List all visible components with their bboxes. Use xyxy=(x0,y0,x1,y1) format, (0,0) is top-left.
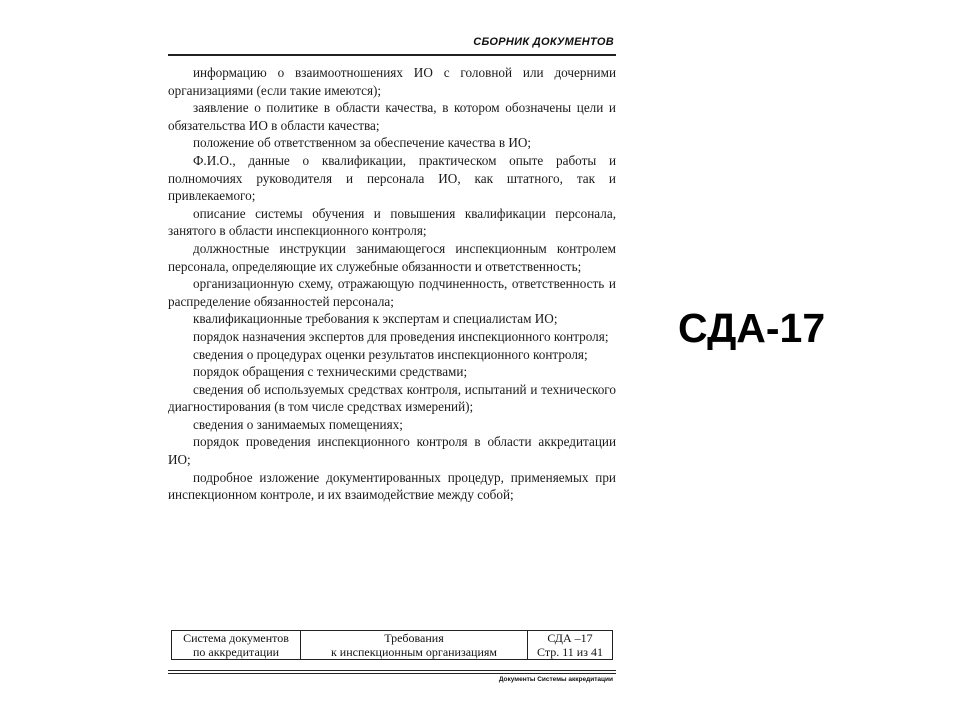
document-page xyxy=(168,36,616,683)
paragraph: организационную схему, отражающую подчиненность, ответственность и распределение обязанностей персонала; xyxy=(168,276,616,309)
paragraph: описание системы обучения и повышения квалификации персонала, занятого в области инспекционного контроля; xyxy=(168,205,616,239)
side-label: СДА-17 xyxy=(678,305,826,351)
paragraph: квалификационные требования к экспертам и специалистам ИО; xyxy=(193,311,558,327)
footer-table xyxy=(171,630,613,660)
footer-cell-requirements xyxy=(301,631,528,660)
paragraph: информацию о взаимоотношениях ИО с головной или дочерними организациями (если такие имеются); xyxy=(168,65,616,98)
footer-rule xyxy=(168,673,616,674)
running-header xyxy=(168,36,616,56)
paragraph: порядок обращения с техническими средствами; xyxy=(193,364,468,380)
footer-rule xyxy=(168,670,616,671)
paragraph: Ф.И.О., данные о квалификации, практическом опыте работы и полномочиях руководителя и персонала ИО, как штатного, так и привлекаемого; xyxy=(168,152,616,204)
footer-page-number: Стр. 11 из 41 xyxy=(537,645,603,659)
footer-note: Документы Системы аккредитации xyxy=(498,676,613,683)
paragraph: порядок назначения экспертов для проведения инспекционного контроля; xyxy=(193,328,609,344)
paragraph: должностные инструкции занимающегося инспекционным контролем персонала, определяющие их служебные обязанности и ответственность; xyxy=(168,240,616,274)
footer-requirements-line2: к инспекционным организациям xyxy=(330,645,498,659)
header-title: СБОРНИК ДОКУМЕНТОВ xyxy=(473,36,614,48)
footer-system-line1: Система документов xyxy=(183,631,289,645)
body-text xyxy=(168,64,616,504)
footer-cell-code xyxy=(528,631,613,660)
paragraph: сведения об используемых средствах контроля, испытаний и технического диагностирования (в том числе средствах измерений); xyxy=(168,381,616,415)
paragraph: подробное изложение документированных процедур, применяемых при инспекционном контроле, и их взаимодействие между собой; xyxy=(168,469,616,503)
paragraph: сведения о процедурах оценки результатов инспекционного контроля; xyxy=(193,346,588,362)
paragraph: положение об ответственном за обеспечение качества в ИО; xyxy=(193,135,532,151)
footer-requirements-line1: Требования xyxy=(384,631,444,645)
footer-cell-system xyxy=(172,631,301,660)
paragraph: порядок проведения инспекционного контроля в области аккредитации ИО; xyxy=(168,434,616,468)
footer-system-line2: по аккредитации xyxy=(192,645,280,659)
footer-doc-code: СДА –17 xyxy=(547,631,593,645)
paragraph: заявление о политике в области качества, в котором обозначены цели и обязательства ИО в области качества; xyxy=(168,100,616,133)
paragraph: сведения о занимаемых помещениях; xyxy=(193,416,403,432)
